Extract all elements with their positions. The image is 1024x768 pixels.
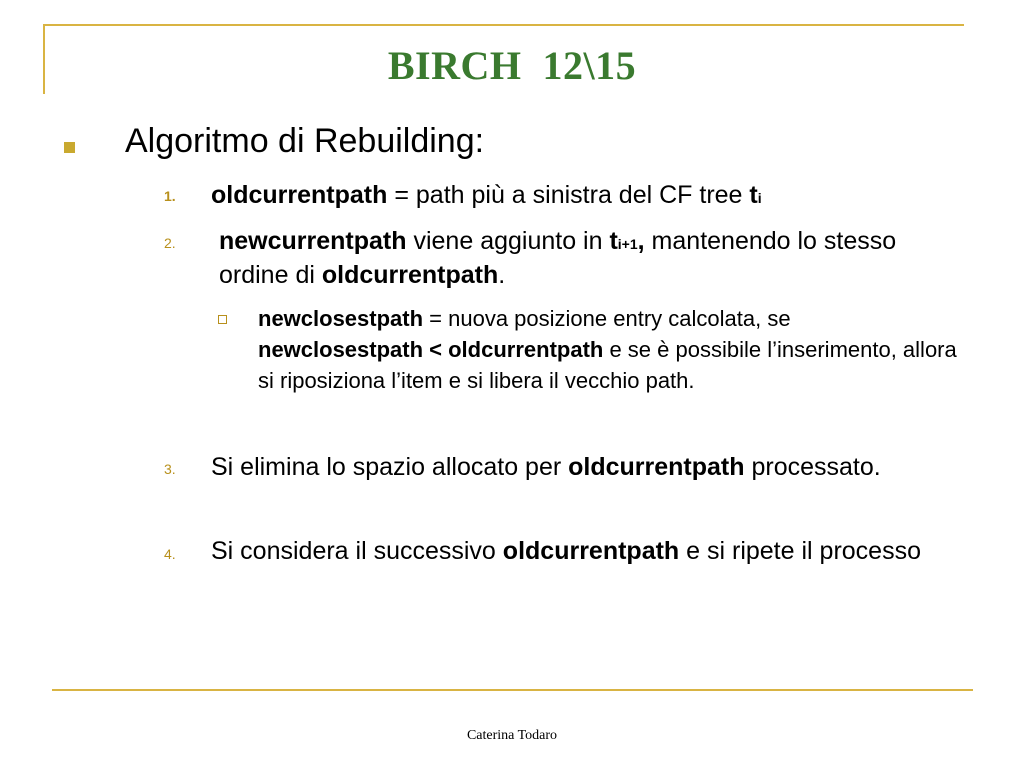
item-number-1: 1. [164, 188, 176, 204]
item2-text2: mantenendo lo stesso ordine di [219, 227, 897, 289]
item2-period: . [498, 261, 506, 289]
item1-subscript: i [757, 190, 762, 206]
item2-term2: oldcurrentpath [321, 261, 499, 289]
item-number-4: 4. [164, 546, 176, 562]
item2-var: t [609, 227, 618, 255]
list-item-3 [211, 452, 961, 483]
footer-author: Caterina Todaro [466, 728, 558, 743]
item2-text: viene aggiunto in [406, 227, 610, 255]
item-number-2: 2. [164, 235, 176, 251]
item1-var: t [749, 181, 758, 209]
item3-term: oldcurrentpath [568, 453, 745, 481]
item2-term: newcurrentpath [219, 227, 407, 255]
item4-text2: e si ripete il processo [679, 537, 921, 565]
top-rule [43, 24, 964, 26]
item4-term: oldcurrentpath [502, 537, 680, 565]
item2-comma: , [637, 227, 645, 255]
subitem-term: newclosestpath [258, 306, 424, 331]
hollow-square-bullet-icon [218, 315, 227, 324]
list-item-1 [211, 180, 961, 214]
item4-text: Si considera il successivo [211, 537, 503, 565]
bottom-rule [52, 689, 973, 691]
list-item-4 [211, 536, 961, 567]
item2-subscript: i+1 [617, 236, 638, 252]
item3-text2: processato. [744, 453, 881, 481]
item1-term: oldcurrentpath [211, 181, 388, 209]
subitem-condition: newclosestpath < oldcurrentpath [258, 337, 604, 362]
sub-list-item [258, 303, 958, 396]
item1-text: = path più a sinistra del CF tree [387, 181, 750, 209]
item-number-3: 3. [164, 461, 176, 477]
square-bullet-icon [64, 142, 75, 153]
list-item-2 [219, 226, 969, 291]
level1-heading: Algoritmo di Rebuilding: [125, 122, 485, 160]
subitem-text2: e se è possibile l’inserimento, allora si riposiziona l’item e si libera il vecchio path. [258, 337, 957, 393]
subitem-text: = nuova posizione entry calcolata, se [423, 306, 791, 331]
item3-text: Si elimina lo spazio allocato per [211, 453, 569, 481]
slide-title: BIRCH 12\15 [387, 43, 637, 88]
